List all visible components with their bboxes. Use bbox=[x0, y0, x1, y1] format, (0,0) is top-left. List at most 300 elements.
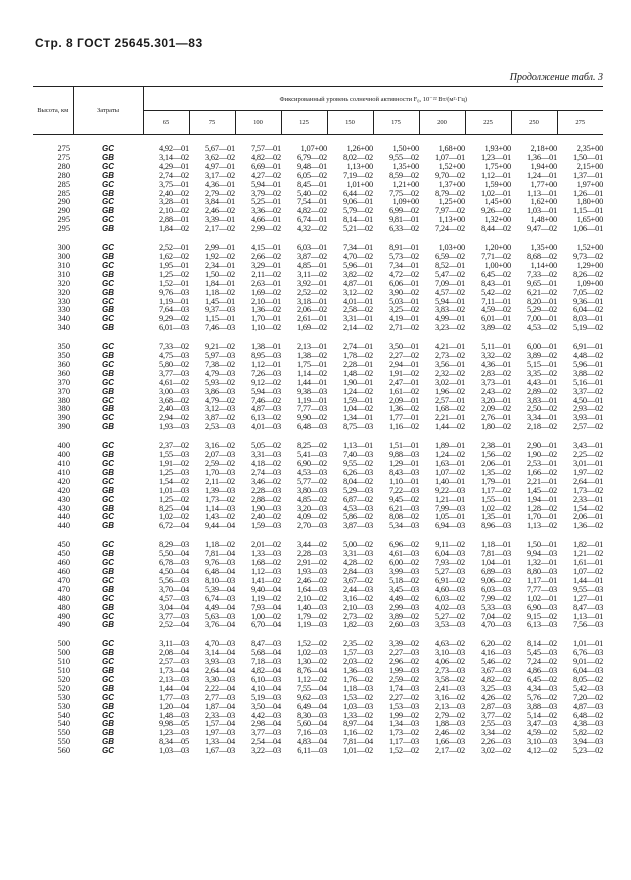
value-cell: 4,82—04 bbox=[250, 666, 281, 676]
value-cell: 2,58—02 bbox=[342, 305, 373, 315]
value-cell: 3,77—03 bbox=[158, 611, 189, 621]
value-cell: 6,74—01 bbox=[296, 215, 327, 225]
cost-cell: GB bbox=[102, 584, 114, 594]
value-cell: 1,25+00 bbox=[438, 197, 465, 207]
cost-cell: GC bbox=[102, 179, 114, 189]
altitude-cell: 310 bbox=[57, 260, 70, 270]
value-cell: 8,10—03 bbox=[204, 575, 235, 585]
value-cell: 2,52—02 bbox=[296, 287, 327, 297]
altitude-cell: 400 bbox=[57, 441, 70, 451]
cost-cell: GB bbox=[102, 683, 114, 693]
value-cell: 4,70—03 bbox=[480, 620, 511, 630]
value-cell: 2,63—01 bbox=[250, 278, 281, 288]
value-cell: 1,07—02 bbox=[573, 566, 604, 576]
altitude-cell: 540 bbox=[57, 719, 70, 729]
value-cell: 1,13—01 bbox=[342, 441, 373, 451]
table-row bbox=[33, 225, 603, 234]
value-cell: 2,40—02 bbox=[158, 188, 189, 198]
value-cell: 2,60—03 bbox=[388, 620, 419, 630]
value-cell: 3,46—02 bbox=[250, 476, 281, 486]
cost-cell: GC bbox=[102, 359, 114, 369]
value-cell: 6,79—02 bbox=[296, 152, 327, 162]
cost-cell: GC bbox=[102, 558, 114, 568]
value-cell: 1,16—02 bbox=[388, 422, 419, 432]
value-cell: 8,03—01 bbox=[573, 314, 604, 324]
altitude-cell: 470 bbox=[57, 575, 70, 585]
value-cell: 4,09—02 bbox=[296, 512, 327, 522]
cost-cell: GB bbox=[102, 206, 114, 216]
value-cell: 5,94—03 bbox=[250, 386, 281, 396]
value-cell: 7,26—03 bbox=[250, 368, 281, 378]
data-table bbox=[33, 86, 603, 756]
value-cell: 6,91—02 bbox=[434, 575, 465, 585]
value-cell: 2,28—01 bbox=[342, 359, 373, 369]
value-cell: 9,22—03 bbox=[434, 485, 465, 495]
value-cell: 4,66—01 bbox=[250, 215, 281, 225]
value-cell: 3,29—01 bbox=[250, 260, 281, 270]
value-cell: 2,71—02 bbox=[388, 323, 419, 333]
cost-cell: GB bbox=[102, 368, 114, 378]
altitude-cell: 420 bbox=[57, 485, 70, 495]
value-cell: 8,52—01 bbox=[434, 260, 465, 270]
value-cell: 8,34—05 bbox=[158, 737, 189, 747]
cost-cell: GB bbox=[102, 170, 114, 180]
value-cell: 1,05—01 bbox=[434, 512, 465, 522]
value-cell: 2,15+00 bbox=[576, 161, 604, 171]
value-cell: 3,82—02 bbox=[342, 269, 373, 279]
value-cell: 2,73—02 bbox=[342, 611, 373, 621]
value-cell: 7,99—02 bbox=[480, 593, 511, 603]
value-cell: 1,33—02 bbox=[342, 710, 373, 720]
cost-cell: GC bbox=[102, 692, 114, 702]
value-cell: 5,29—02 bbox=[526, 305, 557, 315]
value-cell: 4,61—03 bbox=[388, 549, 419, 559]
value-cell: 4,83—04 bbox=[296, 737, 327, 747]
value-cell: 5,94—01 bbox=[434, 296, 465, 306]
cost-cell: GC bbox=[102, 512, 114, 522]
value-cell: 5,42—03 bbox=[573, 683, 604, 693]
cost-cell: GC bbox=[102, 593, 114, 603]
value-cell: 2,10—02 bbox=[158, 206, 189, 216]
value-cell: 1,52+00 bbox=[438, 161, 465, 171]
value-cell: 1,77+00 bbox=[530, 179, 557, 189]
value-cell: 2,32—02 bbox=[434, 368, 465, 378]
value-cell: 8,29—03 bbox=[158, 540, 189, 550]
altitude-cell: 360 bbox=[57, 359, 70, 369]
value-cell: 7,33—02 bbox=[526, 269, 557, 279]
value-cell: 4,02—03 bbox=[434, 602, 465, 612]
cost-cell: GB bbox=[102, 188, 114, 198]
value-cell: 2,84—03 bbox=[342, 566, 373, 576]
value-cell: 3,87—02 bbox=[296, 251, 327, 261]
value-cell: 5,96—01 bbox=[573, 359, 604, 369]
value-cell: 8,30—03 bbox=[296, 710, 327, 720]
value-cell: 1,99—03 bbox=[388, 666, 419, 676]
altitude-cell: 440 bbox=[57, 521, 70, 531]
value-cell: 3,12—03 bbox=[204, 404, 235, 414]
value-cell: 2,35—02 bbox=[342, 639, 373, 649]
value-cell: 3,14—04 bbox=[204, 648, 235, 658]
cost-cell: GB bbox=[102, 450, 114, 460]
value-cell: 5,18—02 bbox=[388, 575, 419, 585]
value-cell: 3,25—02 bbox=[388, 305, 419, 315]
cost-cell: GC bbox=[102, 476, 114, 486]
value-cell: 4,59—02 bbox=[480, 305, 511, 315]
cost-cell: GB bbox=[102, 728, 114, 738]
value-cell: 5,14—02 bbox=[526, 710, 557, 720]
col-header-level: 225 bbox=[465, 111, 511, 135]
value-cell: 8,59—02 bbox=[388, 170, 419, 180]
value-cell: 3,31—01 bbox=[342, 314, 373, 324]
value-cell: 8,44—02 bbox=[480, 224, 511, 234]
col-header-level: 65 bbox=[143, 111, 189, 135]
cost-cell: GC bbox=[102, 377, 114, 387]
value-cell: 4,10—04 bbox=[250, 683, 281, 693]
value-cell: 4,49—02 bbox=[388, 593, 419, 603]
value-cell: 2,17—02 bbox=[204, 224, 235, 234]
altitude-cell: 420 bbox=[57, 476, 70, 486]
altitude-cell: 310 bbox=[57, 269, 70, 279]
cost-cell: GB bbox=[102, 602, 114, 612]
value-cell: 4,01—01 bbox=[342, 296, 373, 306]
value-cell: 2,57—03 bbox=[158, 657, 189, 667]
altitude-cell: 530 bbox=[57, 701, 70, 711]
value-cell: 3,32—02 bbox=[480, 351, 511, 361]
value-cell: 6,03—02 bbox=[434, 593, 465, 603]
value-cell: 1,38—01 bbox=[250, 342, 281, 352]
value-cell: 1,54—02 bbox=[573, 503, 604, 513]
altitude-cell: 280 bbox=[57, 161, 70, 171]
value-cell: 6,69—01 bbox=[250, 161, 281, 171]
value-cell: 8,97—04 bbox=[342, 719, 373, 729]
value-cell: 3,17—02 bbox=[204, 170, 235, 180]
value-cell: 1,76—02 bbox=[342, 674, 373, 684]
value-cell: 2,88—02 bbox=[250, 494, 281, 504]
value-cell: 5,67—01 bbox=[204, 144, 235, 153]
value-cell: 7,54—01 bbox=[296, 197, 327, 207]
value-cell: 5,86—02 bbox=[342, 512, 373, 522]
value-cell: 3,93—03 bbox=[204, 657, 235, 667]
altitude-cell: 390 bbox=[57, 422, 70, 432]
value-cell: 5,77—02 bbox=[296, 476, 327, 486]
value-cell: 5,41—03 bbox=[296, 450, 327, 460]
value-cell: 5,68—04 bbox=[250, 648, 281, 658]
value-cell: 1,19—02 bbox=[250, 593, 281, 603]
value-cell: 5,29—03 bbox=[342, 485, 373, 495]
value-cell: 1,03—03 bbox=[158, 746, 189, 756]
value-cell: 3,37—02 bbox=[573, 386, 604, 396]
value-cell: 7,24—02 bbox=[526, 657, 557, 667]
value-cell: 7,81—04 bbox=[204, 549, 235, 559]
value-cell: 4,70—02 bbox=[342, 251, 373, 261]
cost-cell: GB bbox=[102, 351, 114, 361]
cost-cell: GC bbox=[102, 243, 114, 253]
value-cell: 2,99—02 bbox=[250, 224, 281, 234]
value-cell: 1,14—02 bbox=[296, 368, 327, 378]
value-cell: 1,01+00 bbox=[346, 179, 373, 189]
altitude-cell: 370 bbox=[57, 377, 70, 387]
altitude-cell: 410 bbox=[57, 459, 70, 468]
value-cell: 2,13—03 bbox=[158, 674, 189, 684]
cost-cell: GC bbox=[102, 342, 114, 352]
value-cell: 2,26—03 bbox=[480, 737, 511, 747]
value-cell: 1,12—01 bbox=[250, 359, 281, 369]
value-cell: 7,38—02 bbox=[204, 359, 235, 369]
value-cell: 3,31—03 bbox=[250, 450, 281, 460]
value-cell: 5,42—02 bbox=[480, 287, 511, 297]
value-cell: 2,76—01 bbox=[480, 413, 511, 423]
value-cell: 3,16—02 bbox=[434, 692, 465, 702]
value-cell: 3,89—02 bbox=[526, 351, 557, 361]
value-cell: 8,08—02 bbox=[388, 512, 419, 522]
value-cell: 5,80—02 bbox=[158, 359, 189, 369]
value-cell: 2,13—01 bbox=[296, 342, 327, 352]
value-cell: 1,73—02 bbox=[388, 728, 419, 738]
value-cell: 1,55—01 bbox=[480, 494, 511, 504]
cost-cell: GC bbox=[102, 296, 114, 306]
value-cell: 9,26—02 bbox=[480, 206, 511, 216]
value-cell: 4,32—02 bbox=[296, 224, 327, 234]
value-cell: 8,26—02 bbox=[573, 269, 604, 279]
value-cell: 1,77—03 bbox=[158, 692, 189, 702]
value-cell: 7,64—03 bbox=[158, 305, 189, 315]
value-cell: 2,47—01 bbox=[388, 377, 419, 387]
value-cell: 1,17—02 bbox=[480, 485, 511, 495]
col-header-level: 200 bbox=[419, 111, 465, 135]
value-cell: 1,68+00 bbox=[438, 144, 465, 153]
value-cell: 8,76—04 bbox=[296, 666, 327, 676]
cost-cell: GC bbox=[102, 639, 114, 649]
value-cell: 1,84—01 bbox=[204, 278, 235, 288]
value-cell: 4,12—02 bbox=[526, 746, 557, 756]
value-cell: 1,18—02 bbox=[204, 287, 235, 297]
value-cell: 1,57—04 bbox=[204, 719, 235, 729]
value-cell: 1,66—02 bbox=[526, 467, 557, 477]
value-cell: 2,59—02 bbox=[388, 674, 419, 684]
value-cell: 3,01—01 bbox=[573, 459, 604, 468]
cost-cell: GB bbox=[102, 422, 114, 432]
value-cell: 1,80+00 bbox=[576, 197, 604, 207]
value-cell: 7,93—04 bbox=[250, 602, 281, 612]
value-cell: 1,06—01 bbox=[573, 224, 604, 234]
value-cell: 7,40—03 bbox=[342, 450, 373, 460]
value-cell: 6,26—03 bbox=[342, 467, 373, 477]
cost-cell: GC bbox=[102, 575, 114, 585]
value-cell: 7,57—01 bbox=[250, 144, 281, 153]
value-cell: 3,94—03 bbox=[573, 737, 604, 747]
value-cell: 5,19—03 bbox=[250, 692, 281, 702]
value-cell: 2,01—02 bbox=[250, 540, 281, 550]
cost-cell: GB bbox=[102, 701, 114, 711]
page-header: Стр. 8 ГОСТ 25645.301—83 bbox=[35, 36, 203, 50]
value-cell: 7,20—02 bbox=[573, 692, 604, 702]
value-cell: 6,59—02 bbox=[434, 251, 465, 261]
value-cell: 1,17—03 bbox=[388, 737, 419, 747]
value-cell: 4,85—02 bbox=[296, 494, 327, 504]
value-cell: 2,99—03 bbox=[388, 602, 419, 612]
value-cell: 4,70—03 bbox=[204, 639, 235, 649]
value-cell: 9,06—01 bbox=[342, 197, 373, 207]
value-cell: 2,21—01 bbox=[526, 476, 557, 486]
table-row bbox=[33, 324, 603, 333]
value-cell: 4,79—03 bbox=[204, 368, 235, 378]
altitude-cell: 520 bbox=[57, 674, 70, 684]
value-cell: 1,52—02 bbox=[388, 746, 419, 756]
value-cell: 4,15—01 bbox=[250, 243, 281, 253]
altitude-cell: 370 bbox=[57, 386, 70, 396]
value-cell: 2,73—03 bbox=[434, 666, 465, 676]
value-cell: 2,46—02 bbox=[204, 206, 235, 216]
value-cell: 1,24—02 bbox=[434, 450, 465, 460]
altitude-cell: 490 bbox=[57, 620, 70, 630]
value-cell: 4,48—02 bbox=[573, 351, 604, 361]
value-cell: 3,80—03 bbox=[296, 485, 327, 495]
value-cell: 2,28—03 bbox=[250, 485, 281, 495]
value-cell: 1,91—02 bbox=[388, 368, 419, 378]
value-cell: 2,09—02 bbox=[480, 404, 511, 414]
value-cell: 1,79—01 bbox=[480, 476, 511, 486]
value-cell: 9,94—03 bbox=[526, 549, 557, 559]
value-cell: 3,34—02 bbox=[480, 728, 511, 738]
value-cell: 3,83—02 bbox=[434, 305, 465, 315]
value-cell: 1,30—02 bbox=[296, 657, 327, 667]
cost-cell: GB bbox=[102, 287, 114, 297]
value-cell: 4,42—03 bbox=[250, 710, 281, 720]
altitude-cell: 560 bbox=[57, 746, 70, 756]
value-cell: 3,70—04 bbox=[158, 584, 189, 594]
value-cell: 1,48+00 bbox=[530, 215, 557, 225]
value-cell: 5,96—01 bbox=[342, 260, 373, 270]
value-cell: 6,74—03 bbox=[204, 593, 235, 603]
value-cell: 1,34—03 bbox=[388, 719, 419, 729]
value-cell: 7,18—03 bbox=[250, 657, 281, 667]
value-cell: 3,02—02 bbox=[480, 746, 511, 756]
value-cell: 6,13—03 bbox=[526, 620, 557, 630]
value-cell: 3,47—03 bbox=[526, 719, 557, 729]
value-cell: 1,69—02 bbox=[250, 287, 281, 297]
value-cell: 5,46—02 bbox=[480, 657, 511, 667]
value-cell: 1,21—01 bbox=[434, 494, 465, 504]
value-cell: 5,16—01 bbox=[573, 377, 604, 387]
value-cell: 5,03—01 bbox=[388, 296, 419, 306]
value-cell: 9,06—02 bbox=[480, 575, 511, 585]
value-cell: 1,43—02 bbox=[204, 512, 235, 522]
altitude-cell: 460 bbox=[57, 566, 70, 576]
value-cell: 6,90—03 bbox=[526, 602, 557, 612]
value-cell: 2,11—02 bbox=[251, 269, 281, 279]
value-cell: 6,13—02 bbox=[250, 413, 281, 423]
value-cell: 1,50—02 bbox=[204, 269, 235, 279]
value-cell: 5,11—01 bbox=[481, 342, 511, 352]
value-cell: 1,23—03 bbox=[158, 728, 189, 738]
value-cell: 7,77—03 bbox=[296, 404, 327, 414]
value-cell: 6,76—03 bbox=[573, 648, 604, 658]
value-cell: 1,18—01 bbox=[480, 540, 511, 550]
value-cell: 1,63—01 bbox=[434, 459, 465, 468]
altitude-cell: 320 bbox=[57, 278, 70, 288]
value-cell: 3,16—02 bbox=[204, 441, 235, 451]
value-cell: 1,29+00 bbox=[576, 260, 604, 270]
value-cell: 2,27—02 bbox=[388, 351, 419, 361]
value-cell: 9,36—01 bbox=[573, 296, 604, 306]
value-cell: 7,11—01 bbox=[481, 296, 511, 306]
value-cell: 7,34—01 bbox=[342, 243, 373, 253]
value-cell: 1,45+00 bbox=[484, 197, 511, 207]
value-cell: 3,22—03 bbox=[250, 746, 281, 756]
cost-cell: GC bbox=[102, 215, 114, 225]
value-cell: 1,14—03 bbox=[204, 503, 235, 513]
value-cell: 2,10—01 bbox=[250, 296, 281, 306]
value-cell: 6,78—03 bbox=[158, 558, 189, 568]
value-cell: 9,37—03 bbox=[204, 305, 235, 315]
value-cell: 3,11—03 bbox=[159, 639, 189, 649]
altitude-cell: 530 bbox=[57, 692, 70, 702]
altitude-cell: 500 bbox=[57, 648, 70, 658]
value-cell: 1,57—03 bbox=[342, 648, 373, 658]
value-cell: 2,59—02 bbox=[204, 459, 235, 468]
value-cell: 1,89—01 bbox=[434, 441, 465, 451]
value-cell: 4,75—03 bbox=[158, 351, 189, 361]
value-cell: 3,10—03 bbox=[526, 737, 557, 747]
value-cell: 3,58—02 bbox=[434, 674, 465, 684]
value-cell: 4,82—02 bbox=[250, 152, 281, 162]
value-cell: 1,62+00 bbox=[530, 197, 557, 207]
cost-cell: GC bbox=[102, 611, 114, 621]
value-cell: 5,27—02 bbox=[434, 611, 465, 621]
value-cell: 4,36—01 bbox=[204, 179, 235, 189]
value-cell: 9,73—02 bbox=[573, 251, 604, 261]
col-header-level: 275 bbox=[557, 111, 603, 135]
value-cell: 1,90—02 bbox=[526, 450, 557, 460]
value-cell: 2,90—01 bbox=[526, 441, 557, 451]
value-cell: 9,47—02 bbox=[526, 224, 557, 234]
value-cell: 9,45—02 bbox=[388, 494, 419, 504]
cost-cell: GC bbox=[102, 260, 114, 270]
altitude-cell: 480 bbox=[57, 602, 70, 612]
value-cell: 8,80—03 bbox=[526, 566, 557, 576]
altitude-cell: 450 bbox=[57, 540, 70, 550]
value-cell: 1,16—02 bbox=[342, 728, 373, 738]
value-cell: 8,14—02 bbox=[526, 639, 557, 649]
value-cell: 9,55—02 bbox=[342, 459, 373, 468]
value-cell: 2,18+00 bbox=[530, 144, 557, 153]
value-cell: 6,90—02 bbox=[296, 459, 327, 468]
value-cell: 2,74—02 bbox=[158, 170, 189, 180]
value-cell: 4,72—02 bbox=[388, 269, 419, 279]
value-cell: 5,15—01 bbox=[526, 359, 557, 369]
value-cell: 4,87—03 bbox=[250, 404, 281, 414]
value-cell: 8,47—03 bbox=[573, 602, 604, 612]
value-cell: 5,76—02 bbox=[526, 692, 557, 702]
value-cell: 2,53—01 bbox=[526, 459, 557, 468]
value-cell: 5,60—04 bbox=[296, 719, 327, 729]
value-cell: 1,23—01 bbox=[480, 152, 511, 162]
value-cell: 3,88—03 bbox=[526, 701, 557, 711]
value-cell: 5,25—01 bbox=[250, 197, 281, 207]
altitude-cell: 500 bbox=[57, 639, 70, 649]
value-cell: 3,50—01 bbox=[388, 342, 419, 352]
value-cell: 2,38—01 bbox=[480, 441, 511, 451]
value-cell: 1,32+00 bbox=[484, 215, 511, 225]
value-cell: 6,44—02 bbox=[342, 188, 373, 198]
value-cell: 8,96—03 bbox=[480, 521, 511, 531]
value-cell: 1,18—02 bbox=[204, 540, 235, 550]
value-cell: 1,10—01 bbox=[388, 476, 419, 486]
value-cell: 6,72—04 bbox=[158, 521, 189, 531]
value-cell: 2,66—02 bbox=[250, 251, 281, 261]
value-cell: 4,26—02 bbox=[480, 692, 511, 702]
cost-cell: GC bbox=[102, 657, 114, 667]
